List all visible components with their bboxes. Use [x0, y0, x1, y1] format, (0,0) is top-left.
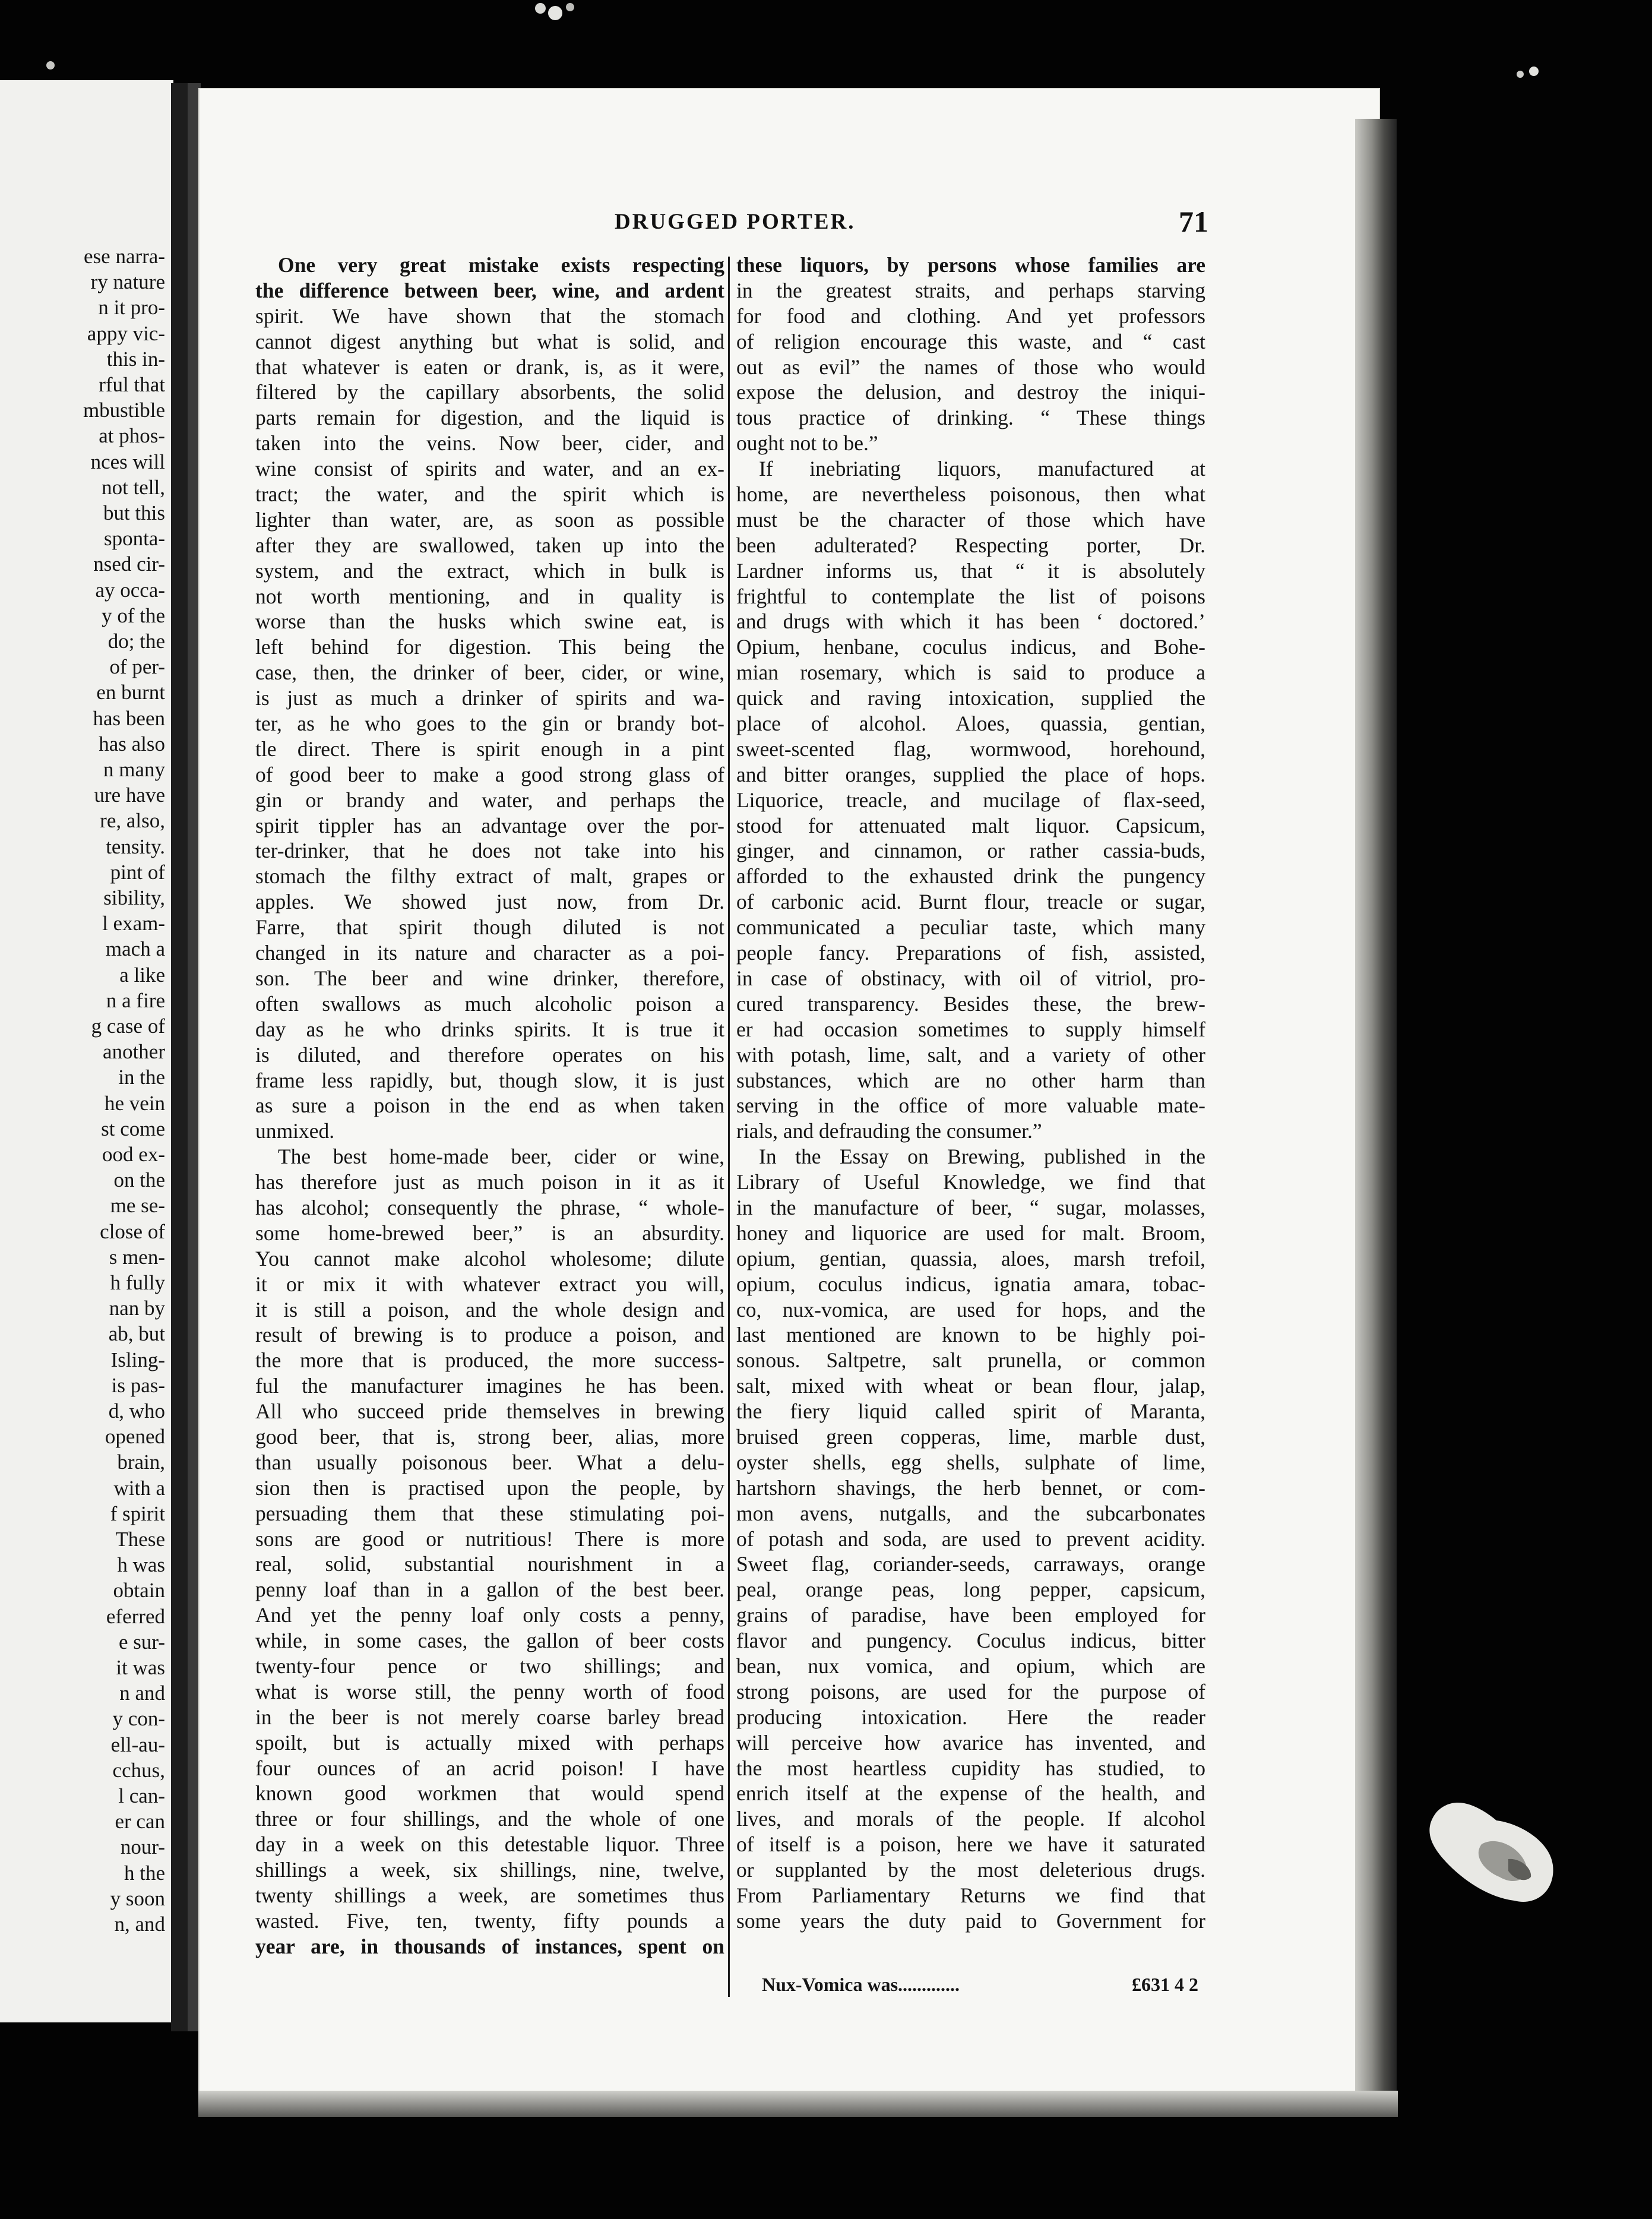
left-column-line: apples. We showed just now, from Dr.	[255, 890, 724, 914]
right-column-line: of itself is a poison, here we have it saturated	[736, 1832, 1205, 1857]
left-column-line: frame less rapidly, but, though slow, it is just	[255, 1068, 724, 1092]
left-column-line: stomach the filthy extract of malt, grapes or	[255, 864, 724, 889]
left-column-line: has therefore just as much poison in it as it	[255, 1170, 724, 1194]
facing-page-line-fragment: re, also,	[100, 809, 165, 833]
facing-page-line-fragment: ry nature	[90, 270, 165, 294]
right-column-line: and bitter oranges, supplied the place of hops.	[736, 762, 1205, 786]
facing-page-line-fragment: at phos-	[99, 424, 165, 448]
left-column-line: persuading them that these stimulating poi-	[255, 1501, 724, 1525]
left-column-line: not worth mentioning, and in quality is	[255, 584, 724, 608]
left-column-line: ter, as he who goes to the gin or brandy bot-	[255, 712, 724, 736]
right-column-line: place of alcohol. Aloes, quassia, gentian,	[736, 712, 1205, 736]
facing-page-line-fragment: close of	[100, 1219, 165, 1243]
right-column-line: with potash, lime, salt, and a variety of other	[736, 1042, 1205, 1067]
facing-page-line-fragment: it was	[116, 1656, 165, 1679]
right-column-line: quick and raving intoxication, supplied the	[736, 686, 1205, 710]
facing-page-line-fragment: cchus,	[112, 1758, 165, 1782]
left-column-line: worse than the husks which swine eat, is	[255, 609, 724, 634]
left-column-line: is diluted, and therefore operates on his	[255, 1042, 724, 1067]
facing-page-line-fragment: mbustible	[83, 399, 165, 422]
right-column-line: strong poisons, are used for the purpose of	[736, 1679, 1205, 1703]
right-column-line: communicated a peculiar taste, which many	[736, 915, 1205, 940]
left-column-line: system, and the extract, which in bulk is	[255, 558, 724, 583]
right-column-line: opium, coculus indicus, ignatia amara, tobac-	[736, 1272, 1205, 1296]
right-column-line: producing intoxication. Here the reader	[736, 1705, 1205, 1729]
right-column-line: the most heartless cupidity has studied, to	[736, 1756, 1205, 1780]
left-column-line: ter-drinker, that he does not take into his	[255, 839, 724, 863]
right-column-line: lives, and morals of the people. If alcohol	[736, 1807, 1205, 1831]
left-column-line: after they are swallowed, taken up into the	[255, 533, 724, 557]
facing-page-line-fragment: do; the	[107, 630, 165, 653]
scan-speck	[42, 56, 59, 74]
right-column-line: ought not to be.”	[736, 431, 878, 456]
right-column-line: opium, gentian, quassia, aloes, marsh trefoil,	[736, 1246, 1205, 1270]
left-column-line: lighter than water, are, as soon as possible	[255, 507, 724, 532]
right-column-line: Sweet flag, coriander-seeds, carraways, orange	[736, 1552, 1205, 1576]
facing-page-line-fragment: is pas-	[111, 1373, 165, 1397]
left-column-line: Farre, that spirit though diluted is not	[255, 915, 724, 940]
facing-page-line-fragment: y of the	[102, 603, 165, 627]
facing-page-line-fragment: ood ex-	[102, 1143, 165, 1166]
left-column-line: spirit. We have shown that the stomach	[255, 304, 724, 328]
right-column-line: In the Essay on Brewing, published in the	[759, 1145, 1205, 1169]
facing-page-line-fragment: in the	[118, 1066, 165, 1089]
left-column-line: three or four shillings, and the whole of one	[255, 1807, 724, 1831]
facing-page-line-fragment: brain,	[117, 1450, 165, 1474]
right-column-line: in the manufacture of beer, “ sugar, molasses,	[736, 1195, 1205, 1219]
right-column-line: sonous. Saltpetre, salt prunella, or common	[736, 1348, 1205, 1373]
left-column-line: known good workmen that would spend	[255, 1781, 724, 1806]
right-column-line: in the greatest straits, and perhaps starving	[736, 278, 1205, 302]
right-column-line: cured transparency. Besides these, the brew-	[736, 991, 1205, 1016]
facing-page-line-fragment: h was	[117, 1553, 165, 1577]
left-column-line: day in a week on this detestable liquor. Three	[255, 1832, 724, 1857]
right-column-line: some years the duty paid to Government for	[736, 1908, 1205, 1933]
left-column-line: wasted. Five, ten, twenty, fifty pounds a	[255, 1908, 724, 1933]
facing-page-line-fragment: but this	[103, 501, 165, 524]
right-column-line: hartshorn shavings, the herb bennet, or com-	[736, 1475, 1205, 1500]
right-column-line: stood for attenuated malt liquor. Capsicum,	[736, 813, 1205, 837]
right-column-line: mian rosemary, which is said to produce a	[736, 660, 1205, 685]
facing-page-line-fragment: nan by	[109, 1297, 165, 1320]
right-column-line: Liquorice, treacle, and mucilage of flax-seed,	[736, 788, 1205, 812]
right-column-line: oyster shells, egg shells, sulphate of lime,	[736, 1450, 1205, 1474]
left-column-line: four ounces of an acrid poison! I have	[255, 1756, 724, 1780]
right-column-line: substances, which are no other harm than	[736, 1068, 1205, 1092]
facing-page-line-fragment: opened	[105, 1425, 165, 1449]
page-bottom-edge	[198, 2091, 1398, 2117]
left-column-line: One very great mistake exists respecting	[278, 253, 724, 277]
right-column-line: salt, mixed with wheat or bean flour, jalap,	[736, 1374, 1205, 1398]
facing-page-line-fragment: h fully	[110, 1271, 165, 1294]
left-column-line: shillings a week, six shillings, nine, twelve,	[255, 1858, 724, 1882]
facing-page-line-fragment: nour-	[120, 1835, 165, 1859]
right-column-line: frightful to contemplate the list of poisons	[736, 584, 1205, 608]
facing-page-line-fragment: a like	[119, 963, 165, 987]
left-column-line: twenty-four pence or two shillings; and	[255, 1654, 724, 1678]
right-column-line: mon avens, nutgalls, and the subcarbonates	[736, 1501, 1205, 1525]
facing-page-line-fragment: pint of	[110, 860, 165, 884]
left-column-line: year are, in thousands of instances, spent on	[255, 1934, 724, 1958]
left-column-line: You cannot make alcohol wholesome; dilute	[255, 1246, 724, 1270]
page-number: 71	[1179, 205, 1208, 238]
facing-page-line-fragment: sibility,	[103, 886, 165, 909]
left-column-line: tle direct. There is spirit enough in a pint	[255, 736, 724, 761]
left-column-line: parts remain for digestion, and the liquid is	[255, 406, 724, 430]
right-column-line: rials, and defrauding the consumer.”	[736, 1119, 1042, 1143]
left-column-line: And yet the penny loaf only costs a penny,	[255, 1603, 724, 1627]
right-column-line: last mentioned are known to be highly poi-	[736, 1323, 1205, 1347]
facing-page-line-fragment: with a	[113, 1476, 165, 1500]
right-column-line: enrich itself at the expense of the health, and	[736, 1781, 1205, 1806]
left-column-line: spoilt, but is actually mixed with perhaps	[255, 1730, 724, 1755]
right-column-line: home, are nevertheless poisonous, then what	[736, 482, 1205, 507]
right-column-line: will perceive how avarice has invented, and	[736, 1730, 1205, 1755]
right-column-line: and drugs with which it has been ‘ doctored.’	[736, 609, 1205, 634]
left-column-line: that whatever is eaten or drank, is, as it were,	[255, 355, 724, 379]
right-column-line: sweet-scented flag, wormwood, horehound,	[736, 736, 1205, 761]
facing-page-line-fragment: he vein	[104, 1091, 165, 1115]
facing-page-line-fragment: ay occa-	[95, 578, 165, 602]
facing-page-line-fragment: Isling-	[110, 1348, 165, 1371]
facing-page-line-fragment: me se-	[110, 1194, 165, 1218]
facing-page-line-fragment: ure have	[94, 783, 165, 807]
left-column-line: gin or brandy and water, and perhaps the	[255, 788, 724, 812]
facing-page-line-fragment: appy vic-	[87, 321, 165, 345]
torn-paper-fragment	[1425, 1788, 1562, 1924]
facing-page-line-fragment: this in-	[106, 347, 165, 371]
left-column-line: filtered by the capillary absorbents, the solid	[255, 380, 724, 404]
right-column-line: co, nux-vomica, are used for hops, and the	[736, 1297, 1205, 1322]
left-column-line: good beer, that is, strong beer, alias, more	[255, 1424, 724, 1449]
right-column-line: for food and clothing. And yet professors	[736, 304, 1205, 328]
facing-page-line-fragment: n it pro-	[98, 296, 165, 320]
right-column-line: the fiery liquid called spirit of Maranta,	[736, 1399, 1205, 1424]
right-column-line: of potash and soda, are used to prevent acidity.	[736, 1526, 1205, 1551]
right-column-line: grains of paradise, have been employed for	[736, 1603, 1205, 1627]
facing-page-line-fragment: n many	[103, 758, 165, 781]
right-column-line: Lardner informs us, that “ it is absolutely	[736, 558, 1205, 583]
left-column-line: real, solid, substantial nourishment in a	[255, 1552, 724, 1576]
left-column-line: what is worse still, the penny worth of food	[255, 1679, 724, 1703]
facing-page-line-fragment: has been	[93, 706, 165, 730]
right-column-line: serving in the office of more valuable mate-	[736, 1093, 1205, 1118]
facing-page-line-fragment: g case of	[91, 1014, 165, 1038]
left-column-line: some home-brewed beer,” is an absurdity.	[255, 1221, 724, 1245]
facing-page-line-fragment: of per-	[109, 655, 165, 679]
left-column-line: in the beer is not merely coarse barley bread	[255, 1705, 724, 1729]
left-column-line: it or mix it with whatever extract you will,	[255, 1272, 724, 1296]
left-column-line: while, in some cases, the gallon of beer costs	[255, 1629, 724, 1653]
right-column-line: tous practice of drinking. “ These things	[736, 406, 1205, 430]
facing-page-line-fragment: y soon	[110, 1886, 165, 1910]
text-column-left	[255, 252, 724, 1959]
facing-page-line-fragment: er can	[115, 1810, 165, 1834]
left-column-line: penny loaf than in a gallon of the best beer.	[255, 1578, 724, 1602]
left-column-line: than usually poisonous beer. What a delu-	[255, 1450, 724, 1474]
left-column-line: son. The beer and wine drinker, therefore,	[255, 966, 724, 990]
right-column-line: flavor and pungency. Coculus indicus, bitter	[736, 1629, 1205, 1653]
left-column-line: twenty shillings a week, are sometimes thus	[255, 1883, 724, 1907]
facing-page-line-fragment: sponta-	[103, 527, 165, 551]
duty-row-label: Nux-Vomica was.............	[762, 1974, 960, 1995]
left-column-line: left behind for digestion. This being the	[255, 635, 724, 659]
left-column-line: spirit tippler has an advantage over the por-	[255, 813, 724, 837]
left-column-line: tract; the water, and the spirit which is	[255, 482, 724, 507]
right-column-line: From Parliamentary Returns we find that	[736, 1883, 1205, 1907]
facing-page-line-fragment: ell-au-	[110, 1733, 165, 1756]
facing-page-line-fragment: has also	[99, 732, 165, 756]
facing-page-line-fragment: d, who	[108, 1399, 165, 1423]
right-column-line: ginger, and cinnamon, or rather cassia-buds,	[736, 839, 1205, 863]
left-column-line: the difference between beer, wine, and ardent	[255, 278, 724, 302]
left-column-line: it is still a poison, and the whole design and	[255, 1297, 724, 1322]
facing-page-line-fragment: n and	[119, 1681, 165, 1705]
facing-page-line-fragment: obtain	[113, 1579, 165, 1602]
right-column-line: afforded to the exhausted drink the pungency	[736, 864, 1205, 889]
left-column-line: cannot digest anything but what is solid, and	[255, 329, 724, 353]
left-column-line: the more that is produced, the more success-	[255, 1348, 724, 1373]
left-column-line: changed in its nature and character as a poi-	[255, 941, 724, 965]
left-column-line: is just as much a drinker of spirits and wa-	[255, 686, 724, 710]
duty-row-amount: £631 4 2	[1132, 1974, 1198, 1995]
page-edge-shadow	[1355, 119, 1397, 2097]
right-column-line: people fancy. Preparations of fish, assisted,	[736, 941, 1205, 965]
left-column-line: All who succeed pride themselves in brewing	[255, 1399, 724, 1424]
left-column-line: The best home-made beer, cider or wine,	[278, 1145, 724, 1169]
right-column-line: If inebriating liquors, manufactured at	[759, 457, 1205, 481]
scan-speck	[1511, 62, 1547, 86]
right-column-line: Opium, henbane, coculus indicus, and Bohe-	[736, 635, 1205, 659]
left-column-line: as sure a poison in the end as when taken	[255, 1093, 724, 1118]
facing-page-line-fragment: e sur-	[118, 1630, 165, 1654]
facing-page-line-fragment: not tell,	[102, 475, 165, 499]
right-column-line: Library of Useful Knowledge, we find that	[736, 1170, 1205, 1194]
facing-page-line-fragment: y con-	[112, 1707, 165, 1731]
facing-page-line-fragment: f spirit	[110, 1502, 165, 1525]
facing-page-line-fragment: rful that	[99, 373, 165, 396]
right-column-line: must be the character of those which have	[736, 507, 1205, 532]
left-column-line: sons are good or nutritious! There is more	[255, 1526, 724, 1551]
right-column-line: out as evil” the names of those who would	[736, 355, 1205, 379]
left-column-line: day as he who drinks spirits. It is true it	[255, 1017, 724, 1041]
right-column-line: these liquors, by persons whose families are	[736, 253, 1205, 277]
facing-page-line-fragment: l exam-	[102, 912, 165, 935]
facing-page-line-fragment: another	[103, 1040, 165, 1064]
left-column-line: sion then is practised upon the people, by	[255, 1475, 724, 1500]
facing-page-line-fragment: These	[115, 1528, 165, 1551]
facing-page-line-fragment: tensity.	[106, 835, 165, 858]
scan-speck	[528, 0, 582, 30]
facing-page-line-fragment: l can-	[118, 1784, 165, 1807]
right-column-line: expose the delusion, and destroy the iniqui-	[736, 380, 1205, 404]
left-column-line: result of brewing is to produce a poison, and	[255, 1323, 724, 1347]
right-column-line: been adulterated? Respecting porter, Dr.	[736, 533, 1205, 557]
facing-page-line-fragment: ese narra-	[84, 245, 165, 268]
left-column-line: case, then, the drinker of beer, cider, or wine,	[255, 660, 724, 685]
right-column-line: peal, orange peas, long pepper, capsicum,	[736, 1578, 1205, 1602]
facing-page-line-fragment: st come	[101, 1117, 165, 1140]
right-column-line: er had occasion sometimes to supply himself	[736, 1017, 1205, 1041]
right-column-line: bruised green copperas, lime, marble dust,	[736, 1424, 1205, 1449]
left-column-line: wine consist of spirits and water, and an ex-	[255, 457, 724, 481]
column-divider	[728, 257, 730, 1997]
running-head: DRUGGED PORTER.	[615, 210, 856, 234]
right-column-line: in case of obstinacy, with oil of vitriol, pro-	[736, 966, 1205, 990]
right-column-line: or supplanted by the most deleterious drugs.	[736, 1858, 1205, 1882]
left-column-line: ful the manufacturer imagines he has been.	[255, 1374, 724, 1398]
facing-page-line-fragment: eferred	[106, 1604, 165, 1628]
left-column-line: has alcohol; consequently the phrase, “ whole-	[255, 1195, 724, 1219]
facing-page-line-fragment: mach a	[105, 937, 165, 961]
facing-page-line-fragment: nsed cir-	[93, 552, 165, 576]
left-column-line: unmixed.	[255, 1119, 335, 1143]
right-column-line: honey and liquorice are used for malt. Broom,	[736, 1221, 1205, 1245]
text-column-right	[736, 252, 1205, 1934]
facing-page-line-fragment: on the	[113, 1168, 165, 1192]
facing-page-line-fragment: n, and	[114, 1913, 165, 1936]
right-column-line: of carbonic acid. Burnt flour, treacle or sugar,	[736, 890, 1205, 914]
facing-page-line-fragment: en burnt	[96, 681, 165, 704]
right-column-line: of religion encourage this waste, and “ cast	[736, 329, 1205, 353]
facing-page-line-fragment: ab, but	[108, 1322, 165, 1346]
facing-page-line-fragment: n a fire	[106, 988, 165, 1012]
facing-page-line-fragment: nces will	[90, 450, 165, 473]
left-column-line: of good beer to make a good strong glass of	[255, 762, 724, 786]
left-column-line: taken into the veins. Now beer, cider, and	[255, 431, 724, 456]
left-column-line: often swallows as much alcoholic poison a	[255, 991, 724, 1016]
facing-page-line-fragment: h the	[124, 1861, 165, 1885]
facing-page-left	[0, 80, 173, 2022]
right-column-line: bean, nux vomica, and opium, which are	[736, 1654, 1205, 1678]
facing-page-line-fragment: s men-	[109, 1245, 165, 1269]
